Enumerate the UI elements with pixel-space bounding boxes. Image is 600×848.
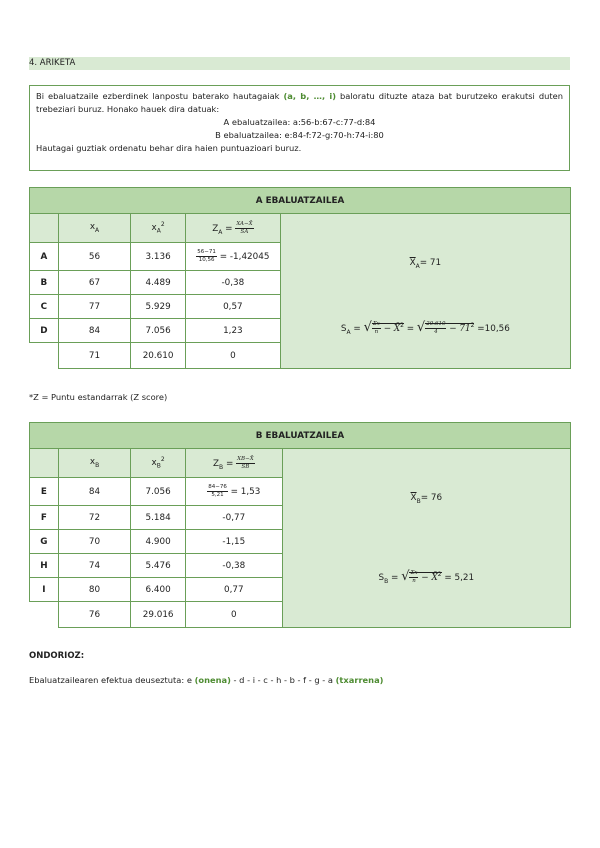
col-z: $Z_A$ = $\frac{XA-X̄}{SA}$ [185, 214, 280, 243]
table-b [29, 422, 571, 628]
mean-b: $\overline{X}_B= 76$ [410, 493, 443, 505]
table-row: F 72 5.184 -0,77 [30, 506, 571, 530]
std-b: $S_B$ = √ $\frac{\Sigma x}{n}$ − X̄$^2$ = 5,21 [378, 569, 475, 585]
conclusion-result: Ebaluatzailearen efektua deuseztuta: e (onena) - d - i - c - h - b - f - g - a (txarrena) [29, 675, 384, 685]
problem-statement [29, 85, 570, 171]
data-a: A ebaluatzailea: a:56-b:67-c:77-d:84 [223, 117, 376, 127]
section-title: 4. ARIKETA [29, 57, 570, 70]
best-label: (onena) [194, 675, 231, 685]
col-z: $Z_B$ = $\frac{XB-X̄}{SB}$ [186, 449, 283, 478]
table-row: B 67 4.489 -0,38 [30, 271, 571, 295]
instruction: Hautagai guztiak ordenatu behar dira haien puntuazioari buruz. [36, 143, 302, 153]
candidates-highlight: (a, b, …, i) [283, 91, 336, 101]
data-b: B ebaluatzailea: e:84-f:72-g:70-h:74-i:80 [215, 130, 384, 140]
col-x: $x_B$ [58, 449, 130, 478]
table-a [29, 187, 571, 369]
table-row: I 80 6.400 0,77 [30, 578, 571, 602]
std-a: $S_A$ = √ $\frac{\Sigma x}{n}$ − X̄$^2$ = √ $\frac{20.610}{4}$ − $71^2 =10,56$ [340, 320, 510, 336]
table-row: C 77 5.929 0,57 [30, 295, 571, 319]
conclusion-title: ONDORIOZ: [29, 651, 85, 661]
table-a-stats [280, 214, 570, 369]
col-x2: $x_B^2$ [131, 449, 186, 478]
table-row: G 70 4.900 -1,15 [30, 530, 571, 554]
worst-label: (txarrena) [335, 675, 384, 685]
table-row: D 84 7.056 1,23 [30, 319, 571, 343]
table-b-title: B EBALUATZAILEA [30, 423, 571, 449]
mean-a: $\overline{X}_A= 71$ [409, 258, 442, 270]
footnote: *Z = Puntu estandarrak (Z score) [29, 392, 168, 402]
table-a-totals: 71 20.610 0 [30, 343, 571, 369]
table-row: E 84 7.056 $\frac{84-76}{5,21}$ = 1,53 [30, 478, 571, 506]
problem-text: Bi ebaluatzaile ezberdinek lanpostu baterako hautagaiak (a, b, …, i) baloratu dituzte ataza bat burutzeko erakutsi duten trebeziari buruz. Honako hauek dira datuak: [36, 91, 563, 114]
col-x: $x_A$ [58, 214, 130, 243]
col-x2: $x_A^2$ [131, 214, 186, 243]
table-a-title: A EBALUATZAILEA [30, 188, 571, 214]
table-row: H 74 5.476 -0,38 [30, 554, 571, 578]
table-b-totals: 76 29.016 0 [30, 602, 571, 628]
table-row: A 56 3.136 $\frac{56-71}{10,56}$ = -1,42045 [30, 243, 571, 271]
table-b-stats [282, 449, 570, 628]
